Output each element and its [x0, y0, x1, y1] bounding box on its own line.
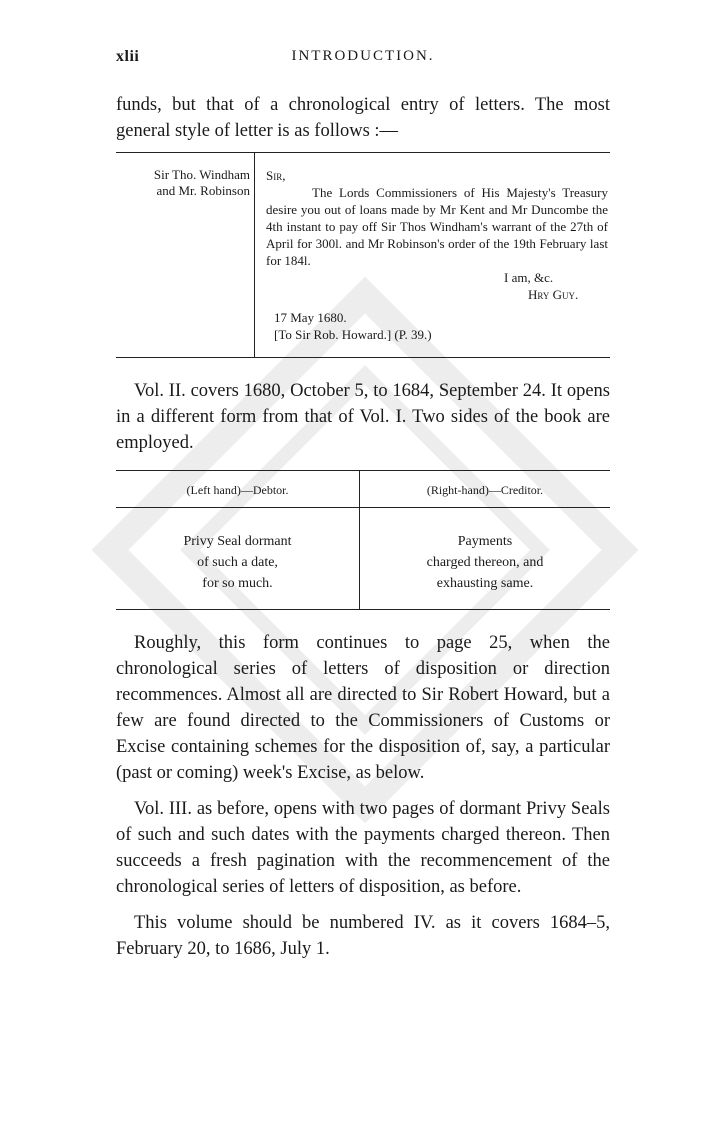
paragraph-5: This volume should be numbered IV. as it covers 1684–5, February 20, to 1686, July 1. [116, 913, 610, 959]
ledger-right-header: (Right-hand)—Creditor. [426, 483, 544, 497]
paragraph-1: funds, but that of a chronological entry of letters. The most general style of letter is as follows :— [116, 95, 610, 141]
rule [116, 357, 610, 358]
letter-addressees [116, 167, 250, 199]
letter-date: 17 May 1680. [274, 310, 347, 325]
running-title: INTRODUCTION. [291, 48, 435, 64]
ledger-line: charged thereon, and [426, 555, 544, 570]
page-number: xlii [116, 48, 140, 65]
rule [116, 609, 610, 610]
paragraph-2: Vol. II. covers 1680, October 5, to 1684, September 24. It opens in a different form from that of Vol. I. Two sides of the book are employed. [116, 381, 610, 453]
ledger-table [116, 471, 610, 609]
letter-example [116, 153, 610, 357]
letter-salutation: Sir, [266, 168, 286, 183]
letter-body: The Lords Commissioners of His Majesty's Treasury desire you out of loans made by Mr Kent and Mr Duncombe the 4th instant to pay off Sir Thos Windham's warrant of the 27th of April for 300l. and Mr Robinson's order of the 19th February last for 184l. [266, 185, 608, 268]
ledger-left-header: (Left hand)—Debtor. [186, 483, 289, 497]
ledger-line: for so much. [202, 576, 273, 591]
letter-text [266, 167, 608, 343]
column-divider [254, 153, 255, 357]
paragraph-3: Roughly, this form continues to page 25, when the chronological series of letters of disposition or direction recommences. Almost all are directed to Sir Robert Howard, but a few are found directed to the Commissioners of Customs or Excise containing schemes for the disposition of, say, a particular (past or coming) week's Excise, as below. [116, 633, 610, 783]
addressee-line: Sir Tho. Windham [153, 167, 250, 182]
running-head [116, 48, 610, 72]
letter-reference: [To Sir Rob. Howard.] (P. 39.) [274, 327, 432, 342]
addressee-line: and Mr. Robinson [156, 183, 250, 198]
ledger-line: Privy Seal dormant [183, 534, 292, 549]
letter-signature: Hry Guy. [528, 287, 579, 302]
rule [116, 507, 610, 508]
ledger-right-cell [360, 531, 610, 594]
paragraph-4: Vol. III. as before, opens with two pages of dormant Privy Seals of such and such dates with the payments charged thereon. Then succeeds a fresh pagination with the recommencement of the chronological series of letters of disposition, as before. [116, 799, 610, 897]
letter-closing: I am, &c. [504, 270, 554, 285]
page [116, 48, 610, 962]
ledger-left-cell [116, 531, 359, 594]
ledger-line: exhausting same. [436, 576, 534, 591]
ledger-line: Payments [457, 534, 513, 549]
ledger-line: of such a date, [197, 555, 278, 570]
